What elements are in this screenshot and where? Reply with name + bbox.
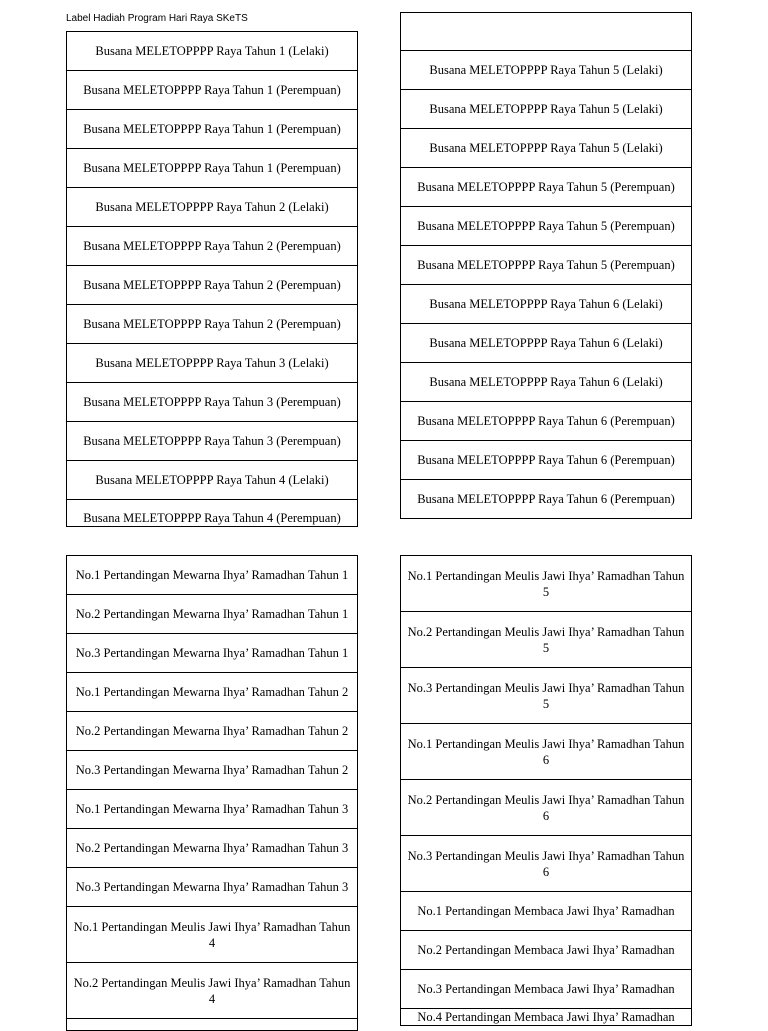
table-row xyxy=(401,129,692,168)
label-cell: Busana MELETOPPPP Raya Tahun 5 (Lelaki) xyxy=(401,90,692,129)
label-cell: Busana MELETOPPPP Raya Tahun 1 (Lelaki) xyxy=(67,32,358,71)
table-row xyxy=(401,836,692,892)
label-cell: No.2 Pertandingan Meulis Jawi Ihya’ Ramadhan Tahun 6 xyxy=(401,780,692,836)
table-row xyxy=(401,724,692,780)
table-row xyxy=(67,344,358,383)
label-cell: No.3 Pertandingan Mewarna Ihya’ Ramadhan Tahun 2 xyxy=(67,751,358,790)
label-cell: No.2 Pertandingan Mewarna Ihya’ Ramadhan Tahun 2 xyxy=(67,712,358,751)
table-row xyxy=(67,110,358,149)
label-cell: No.1 Pertandingan Mewarna Ihya’ Ramadhan Tahun 2 xyxy=(67,673,358,712)
table-row xyxy=(401,441,692,480)
table-row xyxy=(67,790,358,829)
label-cell: Busana MELETOPPPP Raya Tahun 4 (Perempuan) xyxy=(67,500,358,527)
label-cell: Busana MELETOPPPP Raya Tahun 4 (Lelaki) xyxy=(67,461,358,500)
table-row xyxy=(67,383,358,422)
label-table-bottom-left xyxy=(66,555,358,1031)
label-cell: Busana MELETOPPPP Raya Tahun 1 (Perempuan) xyxy=(67,71,358,110)
label-cell: Busana MELETOPPPP Raya Tahun 6 (Perempuan) xyxy=(401,480,692,519)
table-row xyxy=(67,595,358,634)
label-table-bottom-right xyxy=(400,555,692,1026)
label-cell: No.3 Pertandingan Mewarna Ihya’ Ramadhan Tahun 3 xyxy=(67,868,358,907)
label-cell: No.3 Pertandingan Meulis Jawi Ihya’ Ramadhan Tahun 5 xyxy=(401,668,692,724)
label-cell: No.1 Pertandingan Mewarna Ihya’ Ramadhan Tahun 3 xyxy=(67,790,358,829)
table-row xyxy=(67,149,358,188)
table-row xyxy=(67,1019,358,1031)
label-cell: No.2 Pertandingan Meulis Jawi Ihya’ Ramadhan Tahun 4 xyxy=(67,963,358,1019)
label-cell: Busana MELETOPPPP Raya Tahun 1 (Perempuan) xyxy=(67,110,358,149)
table-row xyxy=(401,13,692,51)
label-cell: No.1 Pertandingan Membaca Jawi Ihya’ Ramadhan xyxy=(401,892,692,931)
table-row xyxy=(401,931,692,970)
label-cell: No.2 Pertandingan Meulis Jawi Ihya’ Ramadhan Tahun 5 xyxy=(401,612,692,668)
table-row xyxy=(401,780,692,836)
label-cell: Busana MELETOPPPP Raya Tahun 2 (Perempuan) xyxy=(67,227,358,266)
table-row xyxy=(401,556,692,612)
label-cell: No.2 Pertandingan Mewarna Ihya’ Ramadhan Tahun 1 xyxy=(67,595,358,634)
table-row xyxy=(401,90,692,129)
table-row xyxy=(67,71,358,110)
label-cell: Busana MELETOPPPP Raya Tahun 6 (Lelaki) xyxy=(401,285,692,324)
table-row xyxy=(401,402,692,441)
table-row xyxy=(67,266,358,305)
label-cell: Busana MELETOPPPP Raya Tahun 6 (Lelaki) xyxy=(401,324,692,363)
table-row xyxy=(67,227,358,266)
label-cell: Busana MELETOPPPP Raya Tahun 2 (Perempuan) xyxy=(67,305,358,344)
label-cell: No.3 Pertandingan Meulis Jawi Ihya’ Ramadhan Tahun 6 xyxy=(401,836,692,892)
table-row xyxy=(401,970,692,1009)
table-row xyxy=(401,892,692,931)
label-cell-cutoff: No.4 Pertandingan Membaca Jawi Ihya’ Ramadhan xyxy=(401,1009,692,1026)
label-cell: Busana MELETOPPPP Raya Tahun 5 (Perempuan) xyxy=(401,207,692,246)
label-table-top-right xyxy=(400,12,692,519)
label-cell: Busana MELETOPPPP Raya Tahun 6 (Lelaki) xyxy=(401,363,692,402)
label-cell: No.1 Pertandingan Mewarna Ihya’ Ramadhan Tahun 1 xyxy=(67,556,358,595)
label-table-top-left xyxy=(66,31,358,527)
table-row xyxy=(67,188,358,227)
label-cell: Busana MELETOPPPP Raya Tahun 5 (Lelaki) xyxy=(401,51,692,90)
table-row xyxy=(67,461,358,500)
label-cell: No.2 Pertandingan Membaca Jawi Ihya’ Ramadhan xyxy=(401,931,692,970)
table-row xyxy=(67,305,358,344)
label-cell: Busana MELETOPPPP Raya Tahun 5 (Perempuan) xyxy=(401,246,692,285)
table-row xyxy=(67,32,358,71)
table-row xyxy=(401,324,692,363)
label-cell: No.1 Pertandingan Meulis Jawi Ihya’ Ramadhan Tahun 4 xyxy=(67,907,358,963)
label-cell: Busana MELETOPPPP Raya Tahun 3 (Perempuan) xyxy=(67,383,358,422)
page-title: Label Hadiah Program Hari Raya SKeTS xyxy=(66,13,248,24)
label-cell: Busana MELETOPPPP Raya Tahun 2 (Lelaki) xyxy=(67,188,358,227)
table-row xyxy=(67,829,358,868)
table-row xyxy=(401,1009,692,1026)
table-row xyxy=(401,480,692,519)
table-row xyxy=(67,751,358,790)
table-row xyxy=(67,422,358,461)
label-cell: Busana MELETOPPPP Raya Tahun 2 (Perempuan) xyxy=(67,266,358,305)
table-row xyxy=(67,907,358,963)
table-row xyxy=(401,668,692,724)
label-cell: No.3 Pertandingan Mewarna Ihya’ Ramadhan Tahun 1 xyxy=(67,634,358,673)
label-cell: Busana MELETOPPPP Raya Tahun 3 (Perempuan) xyxy=(67,422,358,461)
label-cell: Busana MELETOPPPP Raya Tahun 5 (Perempuan) xyxy=(401,168,692,207)
label-cell: Busana MELETOPPPP Raya Tahun 3 (Lelaki) xyxy=(67,344,358,383)
table-row xyxy=(67,868,358,907)
label-cell: No.3 Pertandingan Membaca Jawi Ihya’ Ramadhan xyxy=(401,970,692,1009)
table-row xyxy=(401,246,692,285)
label-cell: Busana MELETOPPPP Raya Tahun 6 (Perempuan) xyxy=(401,441,692,480)
table-row xyxy=(67,963,358,1019)
table-row xyxy=(67,634,358,673)
label-cell: No.1 Pertandingan Meulis Jawi Ihya’ Ramadhan Tahun 6 xyxy=(401,724,692,780)
label-cell: Busana MELETOPPPP Raya Tahun 1 (Perempuan) xyxy=(67,149,358,188)
table-row xyxy=(401,363,692,402)
table-row xyxy=(401,207,692,246)
table-row xyxy=(401,168,692,207)
label-cell: Busana MELETOPPPP Raya Tahun 5 (Lelaki) xyxy=(401,129,692,168)
label-cell: No.2 Pertandingan Mewarna Ihya’ Ramadhan Tahun 3 xyxy=(67,829,358,868)
table-row xyxy=(67,500,358,527)
label-cell: No.1 Pertandingan Meulis Jawi Ihya’ Ramadhan Tahun 5 xyxy=(401,556,692,612)
label-cell-cutoff xyxy=(67,1019,358,1031)
table-row xyxy=(67,673,358,712)
label-cell-empty xyxy=(401,13,692,51)
table-row xyxy=(401,51,692,90)
table-row xyxy=(401,285,692,324)
table-row xyxy=(67,556,358,595)
label-cell: Busana MELETOPPPP Raya Tahun 6 (Perempuan) xyxy=(401,402,692,441)
table-row xyxy=(67,712,358,751)
table-row xyxy=(401,612,692,668)
